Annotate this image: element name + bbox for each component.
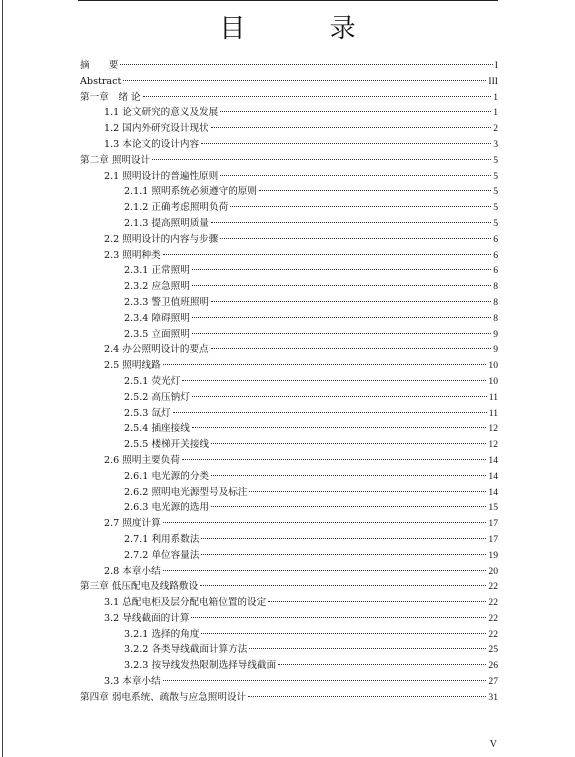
toc-entry[interactable] [80,327,498,343]
dot-leader [182,380,486,381]
toc-entry-page: 19 [488,549,498,561]
toc-entry-page: 1 [493,91,498,103]
toc-entry-label: 3.2 导线截面的计算 [104,612,190,624]
toc-entry[interactable] [80,169,498,185]
toc-entry-label: 第四章 弱电系统、疏散与应急照明设计 [80,691,247,703]
toc-entry-page: 5 [493,186,498,198]
toc-entry-page: 8 [493,296,498,308]
toc-entry-label: 2.5.3 氙灯 [124,407,171,419]
toc-entry[interactable] [80,658,498,674]
toc-entry-label: 3.2.2 各类导线截面计算方法 [124,644,248,656]
toc-entry-label: 2.5 照明线路 [104,360,161,372]
toc-entry-label: 2.6.1 电光源的分类 [124,470,210,482]
toc-entry[interactable] [80,390,498,406]
toc-entry-label: 2.1 照明设计的普遍性原则 [104,170,219,182]
toc-entry[interactable] [80,137,498,153]
toc-entry[interactable] [80,232,498,248]
toc-entry-label: 2.5.5 楼梯开关接线 [124,439,210,451]
toc-entry[interactable] [80,153,498,169]
toc-entry[interactable] [80,642,498,658]
toc-entry-label: 2.6.2 照明电光源型号及标注 [124,486,248,498]
toc-entry-page: 31 [488,691,498,703]
dot-leader [278,664,486,665]
toc-entry-page: I [494,60,498,71]
toc-entry[interactable] [80,184,498,200]
dot-leader [191,617,486,618]
dot-leader [163,522,487,523]
toc-entry-page: 14 [488,454,498,466]
toc-entry-page: 10 [488,375,498,387]
dot-leader [182,459,487,460]
table-of-contents [80,58,498,706]
dot-leader [192,269,491,270]
dot-leader [192,333,491,334]
toc-entry-label: 2.1.3 提高照明质量 [124,217,210,229]
toc-entry[interactable] [80,595,498,611]
dot-leader [211,127,492,128]
toc-entry[interactable] [80,627,498,643]
toc-entry-page: 12 [488,439,498,451]
toc-entry[interactable] [80,121,498,137]
toc-entry-page: 9 [493,344,498,356]
toc-entry-label: Abstract [80,75,122,87]
toc-entry[interactable] [80,500,498,516]
toc-entry-page: 14 [488,470,498,482]
dot-leader [220,111,491,112]
dot-leader [249,491,486,492]
toc-entry-page: 25 [488,644,498,656]
toc-entry[interactable] [80,453,498,469]
toc-entry-page: 5 [493,217,498,229]
dot-leader [192,317,491,318]
toc-entry[interactable] [80,579,498,595]
toc-entry-page: 27 [488,676,498,688]
dot-leader [259,190,491,191]
toc-entry[interactable] [80,200,498,216]
toc-entry-page: 5 [493,170,498,182]
toc-entry-page: 6 [493,265,498,277]
toc-entry[interactable] [80,516,498,532]
toc-entry-page: 8 [493,281,498,293]
dot-leader [220,238,491,239]
dot-leader [201,538,486,539]
dot-leader [152,159,491,160]
dot-leader [211,443,486,444]
toc-entry[interactable] [80,437,498,453]
toc-entry-page: 17 [488,518,498,530]
toc-entry-label: 第二章 照明设计 [80,154,151,166]
dot-leader [173,412,487,413]
toc-entry-label: 2.7.2 单位容量法 [124,549,200,561]
dot-leader [163,570,487,571]
toc-entry[interactable] [80,311,498,327]
toc-entry-page: 12 [488,423,498,435]
toc-entry[interactable] [80,90,498,106]
dot-leader [192,427,487,428]
toc-entry[interactable] [80,295,498,311]
dot-leader [200,585,486,586]
toc-entry-label: 2.3.3 警卫值班照明 [124,296,210,308]
dot-leader [211,348,492,349]
toc-entry-label: 2.6 照明主要负荷 [104,454,180,466]
toc-entry-label: 3.2.1 选择的角度 [124,628,200,640]
toc-entry-label: 2.8 本章小结 [104,565,161,577]
page-number: V [489,739,497,750]
toc-entry-page: 10 [488,360,498,372]
dot-leader [123,80,486,81]
toc-entry-label: 2.1.2 正确考虑照明负荷 [124,202,229,214]
toc-entry-page: 8 [493,312,498,324]
dot-leader [248,696,486,697]
toc-entry-label: 2.5.4 插座接线 [124,423,190,435]
toc-entry[interactable] [80,421,498,437]
dot-leader [201,554,486,555]
dot-leader [163,364,487,365]
toc-entry-page: 5 [493,202,498,214]
toc-entry-page: 5 [493,154,498,166]
page-left-edge [2,0,3,757]
toc-entry-label: 1.3 本论文的设计内容 [104,138,200,150]
dot-leader [220,175,491,176]
toc-entry[interactable] [80,611,498,627]
dot-leader [249,648,486,649]
toc-entry-page: 17 [488,533,498,545]
toc-entry-page: 1 [493,107,498,119]
toc-entry-label: 2.3.5 立面照明 [124,328,190,340]
toc-entry[interactable] [80,279,498,295]
toc-entry-label: 2.3.1 正常照明 [124,265,190,277]
toc-entry[interactable] [80,406,498,422]
toc-entry[interactable] [80,469,498,485]
toc-entry-page: 22 [488,597,498,609]
toc-entry-page: 14 [488,486,498,498]
toc-entry[interactable] [80,485,498,501]
dot-leader [211,222,491,223]
toc-entry[interactable] [80,74,498,90]
toc-entry-label: 2.3.2 应急照明 [124,281,190,293]
toc-entry[interactable] [80,248,498,264]
toc-entry-label: 第三章 低压配电及线路敷设 [80,581,199,593]
dot-leader [211,475,486,476]
toc-entry[interactable] [80,548,498,564]
toc-entry-label: 2.7 照度计算 [104,518,161,530]
dot-leader [211,301,491,302]
toc-entry-label: 2.6.3 电光源的选用 [124,502,210,514]
toc-entry[interactable] [80,342,498,358]
toc-entry[interactable] [80,674,498,690]
toc-title: 目 录 [219,14,394,44]
toc-entry-label: 2.3.4 障碍照明 [124,312,190,324]
toc-entry-label: 2.5.2 高压钠灯 [124,391,190,403]
dot-leader [163,254,492,255]
toc-entry-label: 2.5.1 荧光灯 [124,375,181,387]
toc-entry-page: 15 [488,502,498,514]
dot-leader [211,506,486,507]
dot-leader [192,285,491,286]
toc-entry-page: 11 [488,391,498,403]
toc-entry[interactable] [80,216,498,232]
toc-entry-label: 2.7.1 利用系数法 [124,533,200,545]
top-rule [78,0,498,1]
toc-entry[interactable] [80,263,498,279]
toc-entry[interactable] [80,532,498,548]
toc-entry-page: 22 [488,612,498,624]
toc-entry-page: 26 [488,660,498,672]
toc-entry-page: 22 [488,628,498,640]
toc-entry-label: 2.2 照明设计的内容与步骤 [104,233,219,245]
toc-entry-page: 3 [493,138,498,150]
toc-entry-label: 第一章 绪 论 [80,91,141,103]
dot-leader [230,206,491,207]
toc-entry-page: 20 [488,565,498,577]
toc-entry-label: 2.1.1 照明系统必须遵守的原则 [124,186,257,198]
dot-leader [163,680,487,681]
dot-leader [143,96,492,97]
toc-entry-label: 摘 要 [80,60,119,71]
toc-entry-label: 1.1 论文研究的意义及发展 [104,107,219,119]
dot-leader [268,601,486,602]
toc-entry-page: 22 [488,581,498,593]
toc-entry-page: 9 [493,328,498,340]
dot-leader [192,396,487,397]
toc-entry-label: 3.1 总配电柜及层分配电箱位置的设定 [104,597,267,609]
toc-entry-label: 1.2 国内外研究设计现状 [104,123,209,135]
toc-entry-page: 11 [488,407,498,419]
toc-entry[interactable] [80,690,498,706]
toc-entry[interactable] [80,105,498,121]
toc-entry-label: 3.3 本章小结 [104,676,161,688]
toc-entry[interactable] [80,58,498,74]
toc-entry-page: 2 [493,123,498,135]
toc-entry-label: 3.2.3 按导线发热限制选择导线截面 [124,660,277,672]
dot-leader [201,633,486,634]
toc-entry-label: 2.4 办公照明设计的要点 [104,344,209,356]
dot-leader [120,64,492,65]
toc-entry-label: 2.3 照明种类 [104,249,161,261]
toc-entry-page: 6 [493,249,498,261]
toc-entry[interactable] [80,358,498,374]
toc-entry[interactable] [80,564,498,580]
dot-leader [201,143,491,144]
toc-entry[interactable] [80,374,498,390]
toc-entry-page: 6 [493,233,498,245]
toc-entry-page: III [488,75,498,87]
